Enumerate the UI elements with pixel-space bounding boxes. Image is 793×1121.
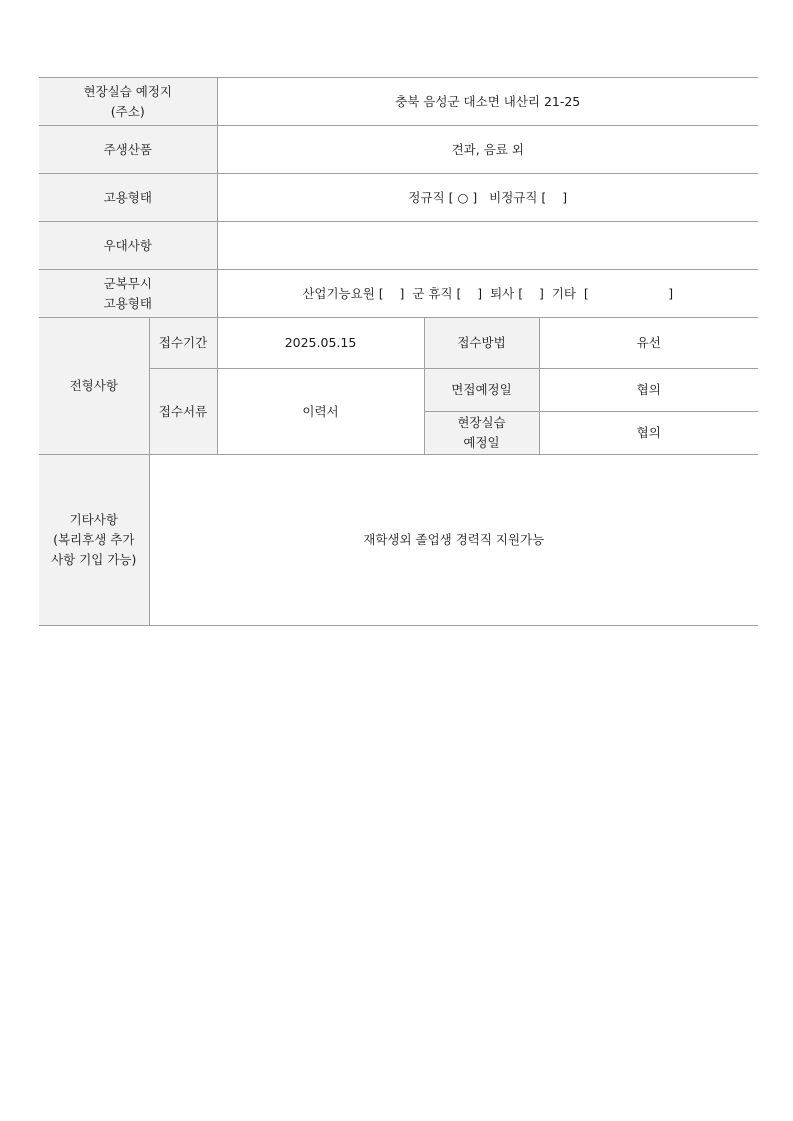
docs-label-cell (149, 369, 217, 455)
screening-label-cell (39, 318, 149, 455)
military-label-cell (39, 270, 217, 318)
practice-value-cell (539, 412, 758, 455)
benefits-value-cell (217, 222, 758, 270)
docs-value-cell (217, 369, 424, 455)
etc-value: 재학생외 졸업생 경력직 지원가능 (363, 532, 545, 547)
method-label-cell (424, 318, 539, 369)
row-benefits (39, 222, 758, 270)
period-value-cell (217, 318, 424, 369)
row-screening-1 (39, 318, 758, 369)
site-label-line1: 현장실습 예정지 (83, 83, 172, 99)
period-label-cell (149, 318, 217, 369)
interview-label: 면접예정일 (451, 382, 512, 397)
products-label-cell (39, 126, 217, 174)
etc-label-line3: 사항 기입 가능) (51, 552, 137, 567)
site-label-cell (39, 78, 217, 126)
method-value: 유선 (636, 335, 661, 350)
site-value: 충북 음성군 대소면 내산리 21-25 (395, 93, 581, 109)
practice-label-line1: 현장실습 (457, 415, 506, 430)
site-value-cell (217, 78, 758, 126)
employment-type-value-cell (217, 174, 758, 222)
interview-value: 협의 (636, 382, 661, 397)
military-label-line2: 고용형태 (103, 295, 152, 311)
military-value-cell (217, 270, 758, 318)
job-posting-table (39, 77, 758, 626)
interview-label-cell (424, 369, 539, 412)
row-site (39, 78, 758, 126)
interview-value-cell (539, 369, 758, 412)
docs-value: 이력서 (302, 403, 339, 419)
employment-type-label-cell (39, 174, 217, 222)
etc-label-line2: (복리후생 추가 (53, 532, 135, 547)
employment-type-value: 정규직 [ ○ ] 비정규직 [ ] (408, 189, 568, 205)
row-employment-type (39, 174, 758, 222)
etc-label-line1: 기타사항 (69, 512, 118, 527)
row-military (39, 270, 758, 318)
etc-value-cell (149, 455, 758, 626)
benefits-label-cell (39, 222, 217, 270)
period-label: 접수기간 (158, 335, 208, 350)
method-label: 접수방법 (457, 335, 506, 350)
row-products (39, 126, 758, 174)
military-value: 산업기능요원 [ ] 군 휴직 [ ] 퇴사 [ ] 기타 [ ] (302, 285, 674, 301)
etc-label-cell (39, 455, 149, 626)
employment-type-label: 고용형태 (103, 189, 152, 205)
method-value-cell (539, 318, 758, 369)
row-etc (39, 455, 758, 626)
site-label-line2: (주소) (110, 103, 145, 119)
benefits-label: 우대사항 (103, 237, 152, 253)
products-label: 주생산품 (103, 141, 152, 157)
practice-label-line2: 예정일 (463, 435, 500, 450)
products-value-cell (217, 126, 758, 174)
products-value: 견과, 음료 외 (451, 141, 524, 157)
docs-label: 접수서류 (158, 403, 208, 419)
practice-value: 협의 (636, 425, 661, 440)
period-value: 2025.05.15 (284, 335, 357, 350)
screening-label: 전형사항 (69, 378, 118, 393)
practice-label-cell (424, 412, 539, 455)
military-label-line1: 군복무시 (103, 275, 152, 291)
